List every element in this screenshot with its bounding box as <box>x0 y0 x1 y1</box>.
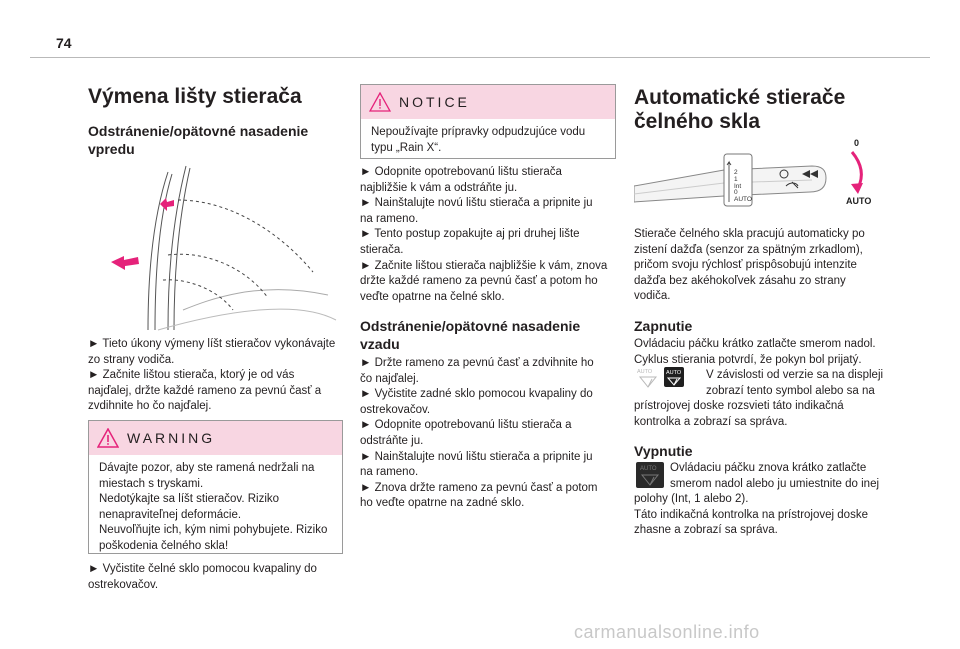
text-line: čo najďalej. <box>360 372 419 385</box>
warning-box <box>88 420 343 554</box>
text-line: zvdihnite ho čo najďalej. <box>88 400 212 413</box>
text-line: veďte opatrne na čelné sklo. <box>360 290 505 303</box>
text-line: najďalej, držte každé rameno za pevnú časť a <box>88 384 322 397</box>
text-line: zobrazí tento symbol alebo sa na <box>706 384 875 397</box>
warning-header <box>89 421 342 455</box>
text-line: V závislosti od verzie sa na displeji <box>706 369 884 381</box>
front-wiper-illustration <box>108 160 338 332</box>
subsection-title-line2: vpredu <box>88 141 135 157</box>
header-divider <box>30 57 930 58</box>
rear-steps <box>360 356 598 512</box>
notice-box <box>360 84 616 159</box>
text-line: držte každé rameno za pevnú časť a potom ho <box>360 275 598 288</box>
auto-wiper-off-indicator-icon <box>636 462 664 488</box>
text-line: stierača. <box>360 243 404 256</box>
down-arrow-icon <box>852 152 861 188</box>
text-line: zhasne a zobrazí sa správa. <box>634 524 778 537</box>
text-line: ► Odopnite opotrebovanú lištu stierača a <box>360 419 572 432</box>
text-line: pričom svoju rýchlosť prispôsobujú intenzite <box>634 259 857 272</box>
section-title-line1: Automatické stierače <box>634 86 846 109</box>
text-line: Ovládaciu páčku znova krátko zatlačte <box>670 462 867 474</box>
rear-subsection-title-line1: Odstránenie/opätovné nasadenie <box>360 318 581 334</box>
stalk-pos-0: 0 <box>734 189 738 196</box>
text-line: Táto indikačná kontrolka na prístrojovej doske <box>634 508 868 521</box>
wiper-stalk-illustration <box>634 138 878 220</box>
text-line: ► Držte rameno za pevnú časť a zdvihnite ho <box>360 357 594 369</box>
notice-header <box>361 85 615 119</box>
front-instructions <box>88 337 335 415</box>
section-title-line2: čelného skla <box>634 110 761 133</box>
text-line: ► Odopnite opotrebovanú lištu stierača <box>360 166 562 178</box>
stalk-pos-int: Int <box>734 183 742 190</box>
text-line: ► Začnite lištou stierača najbližšie k vám, znova <box>360 259 608 272</box>
text-line: na rameno. <box>360 466 419 479</box>
rear-subsection-title-line2: vzadu <box>360 336 400 352</box>
text-line: Cyklus stierania potvrdí, že pokyn bol prijatý. <box>634 353 862 366</box>
text-line: ► Vyčistite čelné sklo pomocou kvapaliny do <box>88 563 317 575</box>
text-line: vodiča. <box>634 290 671 303</box>
text-line: dažďa bez akéhokoľvek zásahu zo strany <box>634 274 846 287</box>
watermark[interactable]: carmanualsonline.info <box>574 622 760 642</box>
text-line: ► Nainštalujte novú lištu stierača a pripnite ju <box>360 450 593 463</box>
on-text <box>634 337 876 368</box>
text-line: ► Nainštalujte novú lištu stierača a pripnite ju <box>360 197 593 210</box>
text-line: nenapraviteľnej deformácie. <box>99 508 242 521</box>
notice-triangle-icon <box>369 92 391 112</box>
on-after-text <box>634 399 844 430</box>
text-line: Neuvoľňujte ich, kým nimi pohybujete. Riziko <box>99 524 328 537</box>
text-line: ho veďte opatrne na zadné sklo. <box>360 497 525 510</box>
subsection-title-line1: Odstránenie/opätovné nasadenie <box>88 123 309 139</box>
text-line: miestach s tryskami. <box>99 477 204 490</box>
stalk-pos-2: 2 <box>734 169 738 176</box>
warning-triangle-icon <box>97 428 119 448</box>
text-line: ostrekovačov. <box>88 578 159 591</box>
off-after-text <box>634 492 868 539</box>
text-line: Nepoužívajte prípravky odpudzujúce vodu <box>371 126 586 138</box>
text-line: prístrojovej doske rozsvieti táto indikačná <box>634 400 844 412</box>
text-line: Ovládaciu páčku krátko zatlačte smerom nadol. <box>634 338 876 350</box>
stalk-pos-auto: AUTO <box>734 196 752 203</box>
text-line: kontrolka a zobrazí sa správa. <box>634 415 788 428</box>
text-line: zistení dažďa (senzor za spätným zrkadlom), <box>634 243 863 256</box>
text-line: ► Vyčistite zadné sklo pomocou kvapaliny do <box>360 388 593 401</box>
text-line: najbližšie k vám a odstráňte ju. <box>360 181 518 194</box>
auto-intro <box>634 227 865 305</box>
text-line: smerom nadol alebo ju umiestnite do inej <box>670 477 880 490</box>
text-line: zo strany vodiča. <box>88 353 175 366</box>
text-line: ► Znova držte rameno za pevnú časť a potom <box>360 481 598 494</box>
stalk-label-zero: 0 <box>854 138 860 148</box>
notice-title: NOTICE <box>399 94 470 110</box>
text-line: na rameno. <box>360 212 419 225</box>
text-line: odstráňte ju. <box>360 434 424 447</box>
text-line: ► Tieto úkony výmeny líšt stieračov vykonávajte <box>88 338 336 350</box>
text-line: ► Začnite lištou stierača, ktorý je od vás <box>88 369 295 382</box>
auto-icon-label: AUTO <box>640 466 657 472</box>
clean-instruction <box>88 562 317 593</box>
text-line: Stierače čelného skla pracujú automaticky po <box>634 228 865 240</box>
auto-wiper-indicator-icon <box>664 367 684 387</box>
front-steps <box>360 165 607 305</box>
auto-wiper-display-icon <box>636 367 660 389</box>
auto-icon-label: AUTO <box>637 369 653 375</box>
arrow-icon <box>111 198 174 270</box>
text-line: ostrekovačov. <box>360 403 431 416</box>
text-line: polohy (Int, 1 alebo 2). <box>634 493 749 505</box>
text-line: ► Tento postup zopakujte aj pri druhej lište <box>360 228 580 241</box>
text-line: poškodenia čelného skla! <box>99 539 229 552</box>
text-line: Dávajte pozor, aby ste ramená nedržali na <box>99 462 315 474</box>
off-title: Vypnutie <box>634 443 693 459</box>
text-line: typu „Rain X“. <box>371 141 442 154</box>
page-number: 74 <box>56 35 72 51</box>
off-indented-text <box>670 461 879 492</box>
stalk-pos-1: 1 <box>734 176 738 183</box>
stalk-label-auto: AUTO <box>846 196 872 206</box>
section-title: Výmena lišty stierača <box>88 85 302 108</box>
text-line: Nedotýkajte sa líšt stieračov. Riziko <box>99 493 280 506</box>
on-title: Zapnutie <box>634 318 693 334</box>
on-indented-text <box>706 368 883 399</box>
warning-title: WARNING <box>127 430 216 446</box>
auto-icon-label: AUTO <box>666 370 682 376</box>
